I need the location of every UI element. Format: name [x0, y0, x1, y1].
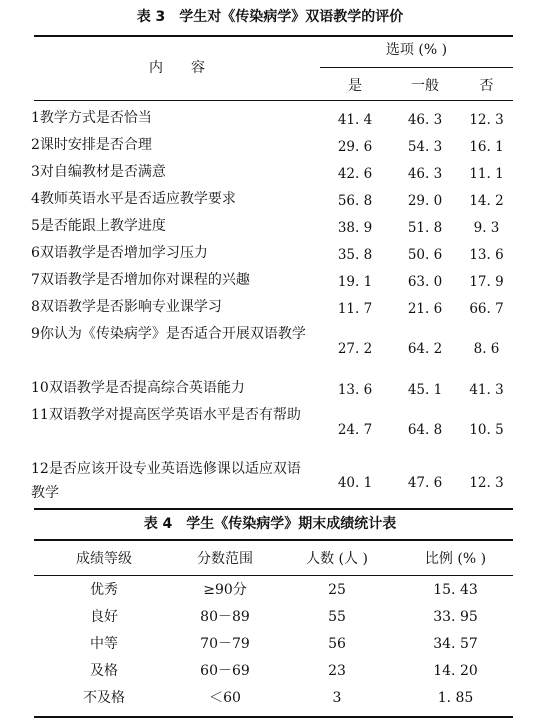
table3-cell-yes: 24. 7	[337, 422, 373, 438]
table3-cell-yes: 13. 6	[337, 382, 373, 398]
table4-header-percent: 比例 (% )	[424, 551, 487, 567]
table3-cell-no: 41. 3	[469, 382, 504, 398]
table4-cell-count: 55	[328, 609, 346, 625]
table4-bottom-rule	[34, 716, 513, 718]
table3-row-item: 6双语教学是否增加学习压力	[31, 245, 208, 261]
table3-cell-yes: 35. 8	[337, 247, 373, 263]
table4-cell-range: 60－69	[200, 663, 250, 679]
table3-header-content: 内 容	[149, 60, 205, 76]
table3-cell-general: 64. 8	[407, 422, 443, 438]
table4-cell-count: 23	[328, 663, 346, 679]
table4-cell-range: ＜60	[209, 690, 241, 706]
table4-cell-percent: 1. 85	[437, 690, 474, 706]
table4-top-rule	[34, 539, 513, 541]
table3-row-item: 4教师英语水平是否适应教学要求	[31, 191, 236, 207]
table3-cell-general: 46. 3	[407, 112, 443, 128]
table3-top-rule	[34, 35, 513, 37]
table4-cell-grade: 良好	[90, 609, 118, 625]
table4-cell-grade: 不及格	[83, 690, 125, 706]
table4-cell-count: 25	[328, 582, 346, 598]
table3-cell-no: 13. 6	[469, 247, 504, 263]
table3-header-general: 一般	[411, 78, 439, 94]
table3-cell-no: 9. 3	[473, 220, 500, 236]
table3-cell-no: 17. 9	[469, 274, 504, 290]
table3-cell-general: 63. 0	[407, 274, 443, 290]
table3-cell-no: 14. 2	[469, 193, 504, 209]
table3-row-item: 9你认为《传染病学》是否适合开展双语教学	[31, 326, 306, 342]
table4-header-range: 分数范围	[197, 551, 253, 567]
table3-row-item: 12是否应该开设专业英语选修课以适应双语教学	[31, 461, 301, 501]
table3-row-item: 8双语教学是否影响专业课学习	[31, 299, 222, 315]
table4-caption: 表 4 学生《传染病学》期末成绩统计表	[143, 516, 397, 532]
table3-cell-yes: 27. 2	[337, 341, 373, 357]
table4-cell-percent: 33. 95	[433, 609, 478, 625]
table3-cell-general: 64. 2	[407, 341, 443, 357]
table4-cell-count: 3	[332, 690, 342, 706]
table4-cell-count: 56	[328, 636, 346, 652]
table3-cell-general: 51. 8	[407, 220, 443, 236]
table3-cell-no: 66. 7	[469, 301, 504, 317]
table3-cell-no: 16. 1	[469, 139, 504, 155]
table3-cell-yes: 38. 9	[337, 220, 373, 236]
table3-cell-no: 12. 3	[469, 112, 504, 128]
table4-cell-range: ≥90分	[203, 582, 247, 598]
table3-header-subrule	[320, 67, 513, 68]
table3-cell-yes: 40. 1	[337, 475, 373, 491]
table3-cell-no: 11. 1	[469, 166, 504, 182]
table3-header-rule	[34, 100, 513, 101]
table3-row-item: 7双语教学是否增加你对课程的兴趣	[31, 272, 250, 288]
table3-cell-no: 10. 5	[469, 422, 504, 438]
table3-row-item: 10双语教学是否提高综合英语能力	[31, 380, 245, 396]
table3-row-item: 3对自编教材是否满意	[31, 164, 166, 180]
table3-cell-general: 47. 6	[407, 475, 443, 491]
table4-header-rule	[34, 575, 513, 576]
table3-cell-yes: 42. 6	[337, 166, 373, 182]
table4-cell-range: 70－79	[200, 636, 250, 652]
table4-header-count: 人数 (人 )	[306, 551, 368, 567]
table3-cell-yes: 41. 4	[337, 112, 373, 128]
table3-bottom-rule	[34, 508, 513, 510]
table3-cell-general: 50. 6	[407, 247, 443, 263]
table3-cell-yes: 29. 6	[337, 139, 373, 155]
table3-cell-yes: 11. 7	[337, 301, 373, 317]
table4-cell-range: 80－89	[200, 609, 250, 625]
table3-row-item: 2课时安排是否合理	[31, 137, 152, 153]
table3-row-item: 5是否能跟上教学进度	[31, 218, 166, 234]
table3-cell-general: 29. 0	[407, 193, 443, 209]
table4-cell-grade: 中等	[90, 636, 118, 652]
table3-cell-general: 54. 3	[407, 139, 443, 155]
table3-cell-yes: 19. 1	[337, 274, 373, 290]
table3-header-options: 选项 (% )	[385, 42, 448, 58]
table4-cell-percent: 14. 20	[433, 663, 478, 679]
table3-cell-general: 21. 6	[407, 301, 443, 317]
table3-header-no: 否	[479, 78, 494, 94]
table3-caption: 表 3 学生对《传染病学》双语教学的评价	[136, 9, 404, 25]
table4-cell-grade: 及格	[90, 663, 118, 679]
table3-cell-no: 8. 6	[473, 341, 500, 357]
table4-header-grade: 成绩等级	[76, 551, 132, 567]
table3-cell-general: 46. 3	[407, 166, 443, 182]
table3-cell-no: 12. 3	[469, 475, 504, 491]
table3-row-item: 1教学方式是否恰当	[31, 110, 152, 126]
table3-cell-general: 45. 1	[407, 382, 443, 398]
table4-cell-percent: 34. 57	[433, 636, 478, 652]
table3-header-yes: 是	[348, 78, 362, 94]
table3-row-item: 11双语教学对提高医学英语水平是否有帮助	[31, 407, 301, 423]
table3-cell-yes: 56. 8	[337, 193, 373, 209]
table4-cell-grade: 优秀	[90, 582, 118, 598]
table4-cell-percent: 15. 43	[433, 582, 478, 598]
